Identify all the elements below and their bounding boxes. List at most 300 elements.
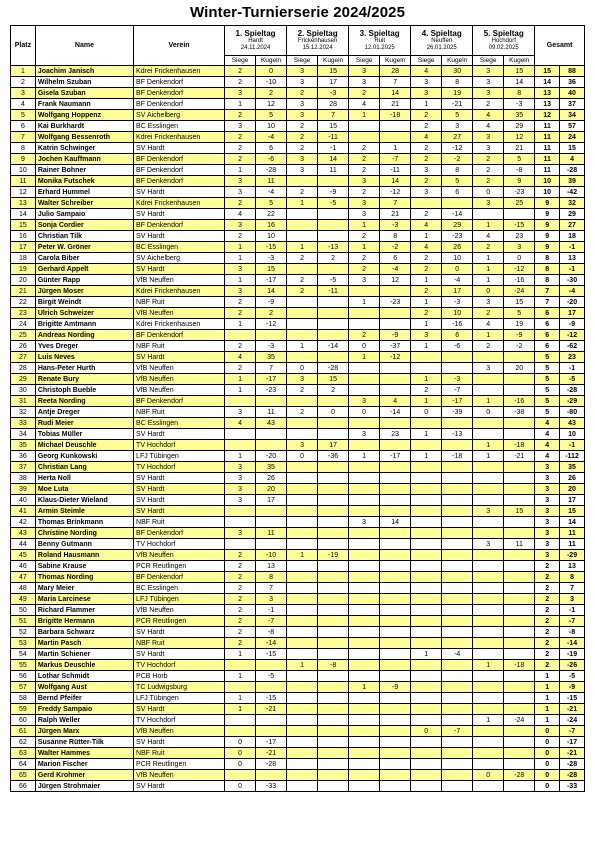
table-row (11, 715, 585, 726)
cell-verein: SV Hardt (134, 781, 225, 792)
cell-gesamt-kugeln: -1 (560, 605, 585, 616)
cell-name: Kai Burkhardt (35, 121, 133, 132)
cell-s2-siege (287, 473, 318, 484)
cell-s1-kugeln (256, 660, 287, 671)
cell-s1-siege: 1 (225, 649, 256, 660)
cell-name: Christine Nording (35, 528, 133, 539)
cell-s5-siege: 1 (473, 264, 504, 275)
cell-s2-kugeln (318, 748, 349, 759)
cell-s5-kugeln: -18 (504, 660, 535, 671)
cell-s5-kugeln (504, 572, 535, 583)
cell-s2-kugeln: -13 (318, 242, 349, 253)
table-row (11, 594, 585, 605)
cell-s1-siege: 2 (225, 363, 256, 374)
cell-verein: Kdrei Frickenhausen (134, 286, 225, 297)
cell-s2-kugeln: -19 (318, 550, 349, 561)
cell-s3-siege (349, 594, 380, 605)
cell-s3-kugeln (380, 627, 411, 638)
cell-s4-siege (411, 495, 442, 506)
cell-s1-kugeln: -33 (256, 781, 287, 792)
cell-gesamt-siege: 9 (535, 231, 560, 242)
cell-s2-siege: 2 (287, 407, 318, 418)
table-row (11, 231, 585, 242)
cell-s5-siege: 3 (473, 77, 504, 88)
table-row (11, 220, 585, 231)
cell-verein: BF Denkendorf (134, 88, 225, 99)
subcol-siege: Siege (225, 56, 256, 66)
cell-s1-siege: 1 (225, 693, 256, 704)
table-row (11, 66, 585, 77)
table-row (11, 550, 585, 561)
cell-s4-kugeln: 27 (442, 132, 473, 143)
cell-platz: 34 (11, 429, 36, 440)
cell-s3-kugeln: -2 (380, 242, 411, 253)
cell-verein: BF Denkendorf (134, 176, 225, 187)
cell-name: Lothar Schmidt (35, 671, 133, 682)
cell-platz: 39 (11, 484, 36, 495)
cell-platz: 63 (11, 748, 36, 759)
cell-s3-kugeln: 7 (380, 77, 411, 88)
cell-s2-kugeln (318, 649, 349, 660)
table-row (11, 781, 585, 792)
cell-s5-kugeln: 19 (504, 319, 535, 330)
cell-verein: PCR Reutlingen (134, 561, 225, 572)
cell-verein: SV Hardt (134, 352, 225, 363)
cell-gesamt-kugeln: -5 (560, 374, 585, 385)
cell-s4-kugeln (442, 473, 473, 484)
cell-s1-kugeln: 26 (256, 473, 287, 484)
cell-s4-kugeln (442, 693, 473, 704)
cell-s2-siege: 2 (287, 275, 318, 286)
cell-s2-siege (287, 231, 318, 242)
cell-platz: 28 (11, 363, 36, 374)
cell-gesamt-siege: 3 (535, 473, 560, 484)
col-verein: Verein (134, 26, 225, 66)
cell-s1-siege: 2 (225, 605, 256, 616)
cell-s1-siege: 4 (225, 352, 256, 363)
cell-s1-siege (225, 506, 256, 517)
cell-s5-kugeln: 9 (504, 176, 535, 187)
cell-platz: 2 (11, 77, 36, 88)
cell-name: Mary Meier (35, 583, 133, 594)
cell-s4-siege: 1 (411, 374, 442, 385)
cell-gesamt-siege: 6 (535, 319, 560, 330)
cell-s5-siege (473, 495, 504, 506)
cell-gesamt-siege: 3 (535, 495, 560, 506)
cell-name: Monika Futschek (35, 176, 133, 187)
cell-s2-kugeln: -14 (318, 341, 349, 352)
cell-gesamt-siege: 1 (535, 682, 560, 693)
cell-s3-siege (349, 473, 380, 484)
cell-s4-siege: 2 (411, 264, 442, 275)
cell-s1-kugeln: 7 (256, 363, 287, 374)
cell-name: Sonja Cordier (35, 220, 133, 231)
cell-verein: BF Denkendorf (134, 154, 225, 165)
cell-s3-siege (349, 693, 380, 704)
cell-gesamt-siege: 3 (535, 539, 560, 550)
cell-s2-siege: 3 (287, 99, 318, 110)
cell-s3-siege: 2 (349, 264, 380, 275)
cell-s5-siege: 3 (473, 539, 504, 550)
cell-s4-kugeln: 5 (442, 176, 473, 187)
cell-s5-siege (473, 572, 504, 583)
cell-s5-siege: 1 (473, 396, 504, 407)
cell-s3-kugeln: -37 (380, 341, 411, 352)
cell-name: Ulrich Schweizer (35, 308, 133, 319)
col-spieltag-1: 1. Spieltag Hardt 24.11.2024 (225, 26, 287, 56)
cell-s3-kugeln (380, 748, 411, 759)
cell-verein: BF Denkendorf (134, 396, 225, 407)
cell-s4-kugeln (442, 462, 473, 473)
cell-verein: BF Denkendorf (134, 165, 225, 176)
cell-s5-kugeln: 20 (504, 363, 535, 374)
cell-s5-kugeln (504, 473, 535, 484)
cell-s3-siege: 1 (349, 297, 380, 308)
cell-gesamt-siege: 8 (535, 253, 560, 264)
cell-s3-kugeln (380, 594, 411, 605)
cell-s5-kugeln: -16 (504, 275, 535, 286)
cell-s4-kugeln (442, 627, 473, 638)
cell-s1-siege: 2 (225, 583, 256, 594)
cell-s3-siege (349, 121, 380, 132)
cell-s2-siege (287, 176, 318, 187)
cell-s3-kugeln (380, 671, 411, 682)
cell-s1-siege: 0 (225, 781, 256, 792)
cell-s5-kugeln: -21 (504, 451, 535, 462)
table-row (11, 605, 585, 616)
cell-s5-kugeln: -23 (504, 187, 535, 198)
cell-s1-siege: 2 (225, 561, 256, 572)
cell-s3-kugeln: 14 (380, 176, 411, 187)
cell-s5-kugeln: -18 (504, 440, 535, 451)
cell-s1-siege: 1 (225, 275, 256, 286)
cell-s3-kugeln (380, 121, 411, 132)
subcol-kugeln: Kugeln (318, 56, 349, 66)
col-name: Name (35, 26, 133, 66)
cell-s3-siege (349, 363, 380, 374)
cell-verein: SV Hardt (134, 429, 225, 440)
cell-s3-kugeln: -17 (380, 451, 411, 462)
cell-s2-siege (287, 693, 318, 704)
cell-s2-siege: 1 (287, 341, 318, 352)
cell-s4-siege (411, 715, 442, 726)
cell-gesamt-kugeln: 7 (560, 583, 585, 594)
cell-verein: TV Hochdorf (134, 660, 225, 671)
cell-s4-kugeln (442, 715, 473, 726)
cell-name: Klaus-Dieter Wieland (35, 495, 133, 506)
cell-s2-siege (287, 561, 318, 572)
cell-s4-siege: 1 (411, 297, 442, 308)
table-row (11, 473, 585, 484)
cell-s1-siege: 0 (225, 737, 256, 748)
cell-s1-siege: 2 (225, 594, 256, 605)
cell-s1-siege: 3 (225, 407, 256, 418)
cell-platz: 20 (11, 275, 36, 286)
cell-s3-siege (349, 616, 380, 627)
cell-s4-kugeln (442, 605, 473, 616)
cell-s5-kugeln (504, 374, 535, 385)
cell-s1-kugeln: -21 (256, 748, 287, 759)
cell-s5-kugeln (504, 528, 535, 539)
cell-s1-siege: 3 (225, 187, 256, 198)
cell-gesamt-kugeln: 20 (560, 484, 585, 495)
cell-s5-kugeln (504, 484, 535, 495)
cell-s1-siege: 1 (225, 319, 256, 330)
cell-gesamt-siege: 2 (535, 594, 560, 605)
cell-s4-kugeln: -7 (442, 385, 473, 396)
cell-s3-siege: 2 (349, 165, 380, 176)
cell-s2-kugeln: 15 (318, 374, 349, 385)
cell-verein: SV Hardt (134, 187, 225, 198)
cell-s4-kugeln (442, 737, 473, 748)
cell-s4-kugeln: -7 (442, 726, 473, 737)
cell-name: Luis Neves (35, 352, 133, 363)
cell-s3-kugeln (380, 539, 411, 550)
cell-s4-kugeln: 6 (442, 187, 473, 198)
table-row (11, 110, 585, 121)
cell-s4-kugeln: 0 (442, 264, 473, 275)
cell-platz: 54 (11, 649, 36, 660)
subcol-kugeln: Kugeln (256, 56, 287, 66)
cell-s2-kugeln (318, 726, 349, 737)
cell-s3-kugeln (380, 649, 411, 660)
cell-s1-kugeln (256, 506, 287, 517)
cell-s3-kugeln: -9 (380, 330, 411, 341)
cell-s5-kugeln: -3 (504, 99, 535, 110)
table-body (11, 66, 585, 792)
cell-gesamt-siege: 2 (535, 561, 560, 572)
cell-s1-siege: 3 (225, 264, 256, 275)
cell-s1-kugeln: -17 (256, 374, 287, 385)
cell-s4-siege: 3 (411, 88, 442, 99)
cell-s1-kugeln: -5 (256, 671, 287, 682)
cell-s2-siege (287, 429, 318, 440)
cell-s5-kugeln (504, 429, 535, 440)
cell-gesamt-kugeln: 11 (560, 528, 585, 539)
cell-platz: 59 (11, 704, 36, 715)
cell-s1-kugeln: -12 (256, 319, 287, 330)
cell-s2-siege: 3 (287, 77, 318, 88)
cell-s3-siege: 2 (349, 143, 380, 154)
cell-platz: 5 (11, 110, 36, 121)
cell-platz: 32 (11, 407, 36, 418)
cell-platz: 47 (11, 572, 36, 583)
cell-gesamt-siege: 7 (535, 297, 560, 308)
cell-gesamt-kugeln: -9 (560, 682, 585, 693)
cell-s3-siege (349, 550, 380, 561)
cell-s1-kugeln: -21 (256, 704, 287, 715)
cell-s1-kugeln: -10 (256, 550, 287, 561)
cell-s3-siege: 3 (349, 66, 380, 77)
cell-s4-kugeln: -14 (442, 209, 473, 220)
cell-verein: NBF Ruit (134, 748, 225, 759)
cell-s2-kugeln (318, 759, 349, 770)
table-row (11, 726, 585, 737)
cell-s1-kugeln: -17 (256, 737, 287, 748)
cell-s2-siege (287, 726, 318, 737)
cell-s4-siege: 2 (411, 176, 442, 187)
cell-s5-siege (473, 682, 504, 693)
cell-s5-kugeln: 14 (504, 77, 535, 88)
cell-s4-siege (411, 583, 442, 594)
cell-s3-kugeln (380, 484, 411, 495)
cell-gesamt-kugeln: 37 (560, 99, 585, 110)
cell-s2-kugeln: -5 (318, 198, 349, 209)
cell-s1-siege: 2 (225, 110, 256, 121)
cell-s3-siege (349, 660, 380, 671)
cell-s2-kugeln (318, 319, 349, 330)
cell-s5-kugeln: 15 (504, 506, 535, 517)
cell-s5-kugeln (504, 550, 535, 561)
table-row (11, 572, 585, 583)
cell-gesamt-siege: 11 (535, 121, 560, 132)
cell-s4-kugeln (442, 583, 473, 594)
cell-s4-siege: 1 (411, 451, 442, 462)
cell-s4-kugeln: 30 (442, 66, 473, 77)
cell-s1-siege: 2 (225, 627, 256, 638)
cell-s3-kugeln (380, 781, 411, 792)
cell-gesamt-kugeln: 26 (560, 473, 585, 484)
cell-s5-kugeln: 12 (504, 132, 535, 143)
cell-s2-kugeln (318, 737, 349, 748)
cell-platz: 29 (11, 374, 36, 385)
cell-s3-siege: 3 (349, 429, 380, 440)
cell-gesamt-kugeln: -15 (560, 693, 585, 704)
cell-s3-siege: 3 (349, 176, 380, 187)
cell-s5-siege: 3 (473, 88, 504, 99)
cell-s2-kugeln (318, 528, 349, 539)
cell-s1-kugeln: -3 (256, 253, 287, 264)
cell-s2-kugeln: 15 (318, 66, 349, 77)
cell-name: Christoph Bueble (35, 385, 133, 396)
cell-gesamt-kugeln: 3 (560, 594, 585, 605)
cell-verein: BF Denkendorf (134, 220, 225, 231)
table-row (11, 693, 585, 704)
cell-s3-kugeln (380, 132, 411, 143)
cell-s2-siege: 2 (287, 143, 318, 154)
cell-s1-kugeln: 16 (256, 220, 287, 231)
cell-s4-kugeln: -6 (442, 341, 473, 352)
cell-s3-siege (349, 704, 380, 715)
cell-gesamt-kugeln: -30 (560, 275, 585, 286)
cell-platz: 49 (11, 594, 36, 605)
cell-name: Renate Bury (35, 374, 133, 385)
cell-gesamt-kugeln: -80 (560, 407, 585, 418)
cell-s3-kugeln: -3 (380, 220, 411, 231)
cell-s4-siege: 1 (411, 396, 442, 407)
cell-name: Walter Schreiber (35, 198, 133, 209)
cell-name: Barbara Schwarz (35, 627, 133, 638)
cell-gesamt-kugeln: 27 (560, 220, 585, 231)
cell-verein: TV Hochdorf (134, 539, 225, 550)
cell-s2-kugeln: 7 (318, 110, 349, 121)
cell-s1-kugeln (256, 539, 287, 550)
cell-s1-kugeln: -14 (256, 638, 287, 649)
cell-s3-kugeln: 14 (380, 88, 411, 99)
cell-platz: 27 (11, 352, 36, 363)
cell-verein: PCB Horb (134, 671, 225, 682)
cell-s1-siege: 1 (225, 165, 256, 176)
cell-s5-siege: 3 (473, 297, 504, 308)
cell-name: Walter Hammes (35, 748, 133, 759)
cell-gesamt-siege: 4 (535, 451, 560, 462)
cell-s5-kugeln: 15 (504, 66, 535, 77)
cell-s4-kugeln: 17 (442, 286, 473, 297)
cell-s5-kugeln (504, 737, 535, 748)
cell-s1-siege: 3 (225, 484, 256, 495)
cell-s2-kugeln (318, 231, 349, 242)
cell-s5-kugeln: -38 (504, 407, 535, 418)
cell-s3-siege: 0 (349, 407, 380, 418)
cell-s5-siege (473, 517, 504, 528)
cell-s2-kugeln: -36 (318, 451, 349, 462)
cell-gesamt-siege: 6 (535, 308, 560, 319)
cell-s2-siege: 3 (287, 440, 318, 451)
cell-s5-siege: 3 (473, 66, 504, 77)
cell-gesamt-kugeln: -42 (560, 187, 585, 198)
cell-s5-kugeln (504, 682, 535, 693)
cell-s4-siege: 2 (411, 253, 442, 264)
col-spieltag-4: 4. Spieltag Neuffen 26.01.2025 (411, 26, 473, 56)
cell-s2-kugeln (318, 539, 349, 550)
cell-gesamt-kugeln: 34 (560, 110, 585, 121)
cell-verein: BF Denkendorf (134, 528, 225, 539)
cell-s5-siege (473, 385, 504, 396)
cell-s4-kugeln (442, 572, 473, 583)
cell-s2-kugeln (318, 715, 349, 726)
cell-s3-siege: 4 (349, 99, 380, 110)
cell-s2-siege (287, 605, 318, 616)
cell-s3-siege (349, 484, 380, 495)
cell-gesamt-siege: 4 (535, 429, 560, 440)
cell-s1-kugeln: -28 (256, 165, 287, 176)
cell-s4-kugeln (442, 440, 473, 451)
cell-s1-kugeln (256, 770, 287, 781)
cell-s5-siege: 3 (473, 198, 504, 209)
cell-gesamt-siege: 2 (535, 627, 560, 638)
cell-gesamt-siege: 3 (535, 462, 560, 473)
cell-s1-kugeln (256, 726, 287, 737)
table-row (11, 286, 585, 297)
cell-s5-kugeln: -2 (504, 341, 535, 352)
cell-platz: 64 (11, 759, 36, 770)
cell-s3-siege: 2 (349, 187, 380, 198)
cell-verein: SV Aichelberg (134, 253, 225, 264)
cell-s4-kugeln (442, 539, 473, 550)
cell-s5-siege (473, 418, 504, 429)
table-row (11, 561, 585, 572)
cell-verein: VfB Neuffen (134, 308, 225, 319)
cell-verein: SV Hardt (134, 264, 225, 275)
cell-s3-siege (349, 627, 380, 638)
cell-s5-siege: 0 (473, 407, 504, 418)
cell-verein: SV Aichelberg (134, 110, 225, 121)
cell-s1-siege: 1 (225, 242, 256, 253)
cell-platz: 45 (11, 550, 36, 561)
cell-s4-kugeln: 10 (442, 308, 473, 319)
cell-s1-siege: 2 (225, 143, 256, 154)
cell-s4-kugeln (442, 198, 473, 209)
cell-platz: 42 (11, 517, 36, 528)
cell-s4-kugeln (442, 528, 473, 539)
table-row (11, 154, 585, 165)
cell-platz: 12 (11, 187, 36, 198)
cell-s5-siege: 1 (473, 451, 504, 462)
cell-s4-kugeln: -17 (442, 396, 473, 407)
col-gesamt: Gesamt (535, 26, 585, 66)
cell-verein: LFJ Tübingen (134, 594, 225, 605)
cell-s3-siege: 1 (349, 242, 380, 253)
